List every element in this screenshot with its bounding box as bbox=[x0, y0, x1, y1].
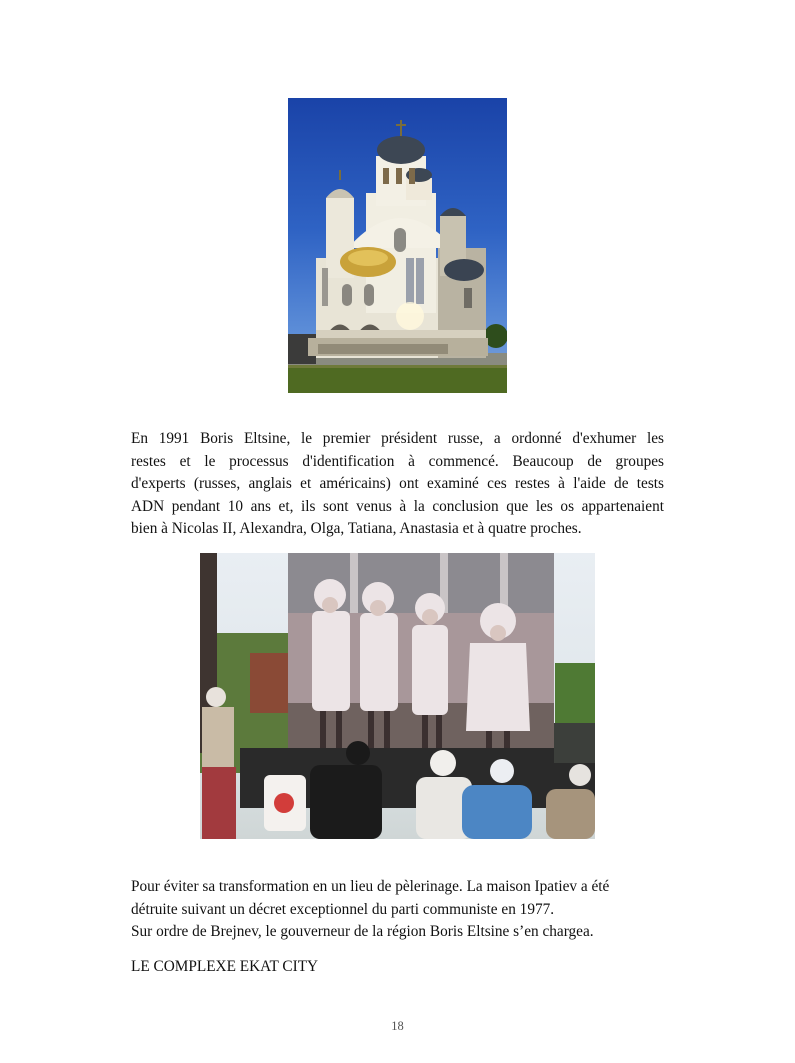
paragraph-line: En 1991 Boris Eltsine, le premier président russe, a ordonné d'exhumer les bbox=[131, 430, 664, 447]
paragraph-line: restes et le processus d'identification à commencé. Beaucoup de groupes bbox=[131, 452, 664, 470]
page-number: 18 bbox=[391, 1019, 404, 1033]
paragraph-line: Pour éviter sa transformation en un lieu de pèlerinage. La maison Ipatiev a été bbox=[131, 878, 610, 895]
section-heading: LE COMPLEXE EKAT CITY bbox=[131, 958, 319, 975]
pilgrims-photo bbox=[200, 553, 595, 839]
paragraph-line: bien à Nicolas II, Alexandra, Olga, Tatiana, Anastasia et à quatre proches. bbox=[131, 520, 582, 537]
paragraph-line: ADN pendant 10 ans et, ils sont venus à la conclusion que les os appartenaient bbox=[131, 497, 664, 515]
paragraph-line: détruite suivant un décret exceptionnel du parti communiste en 1977. bbox=[131, 900, 555, 918]
paragraph-line: Sur ordre de Brejnev, le gouverneur de la région Boris Eltsine s’en chargea. bbox=[131, 923, 594, 940]
body-paragraph-ipatiev bbox=[131, 876, 664, 944]
cathedral-photo bbox=[288, 98, 507, 393]
body-paragraph-exhumation bbox=[131, 428, 664, 541]
paragraph-line: d'experts (russes, anglais et américains) ont examiné ces restes à l'aide de tests bbox=[131, 475, 664, 492]
